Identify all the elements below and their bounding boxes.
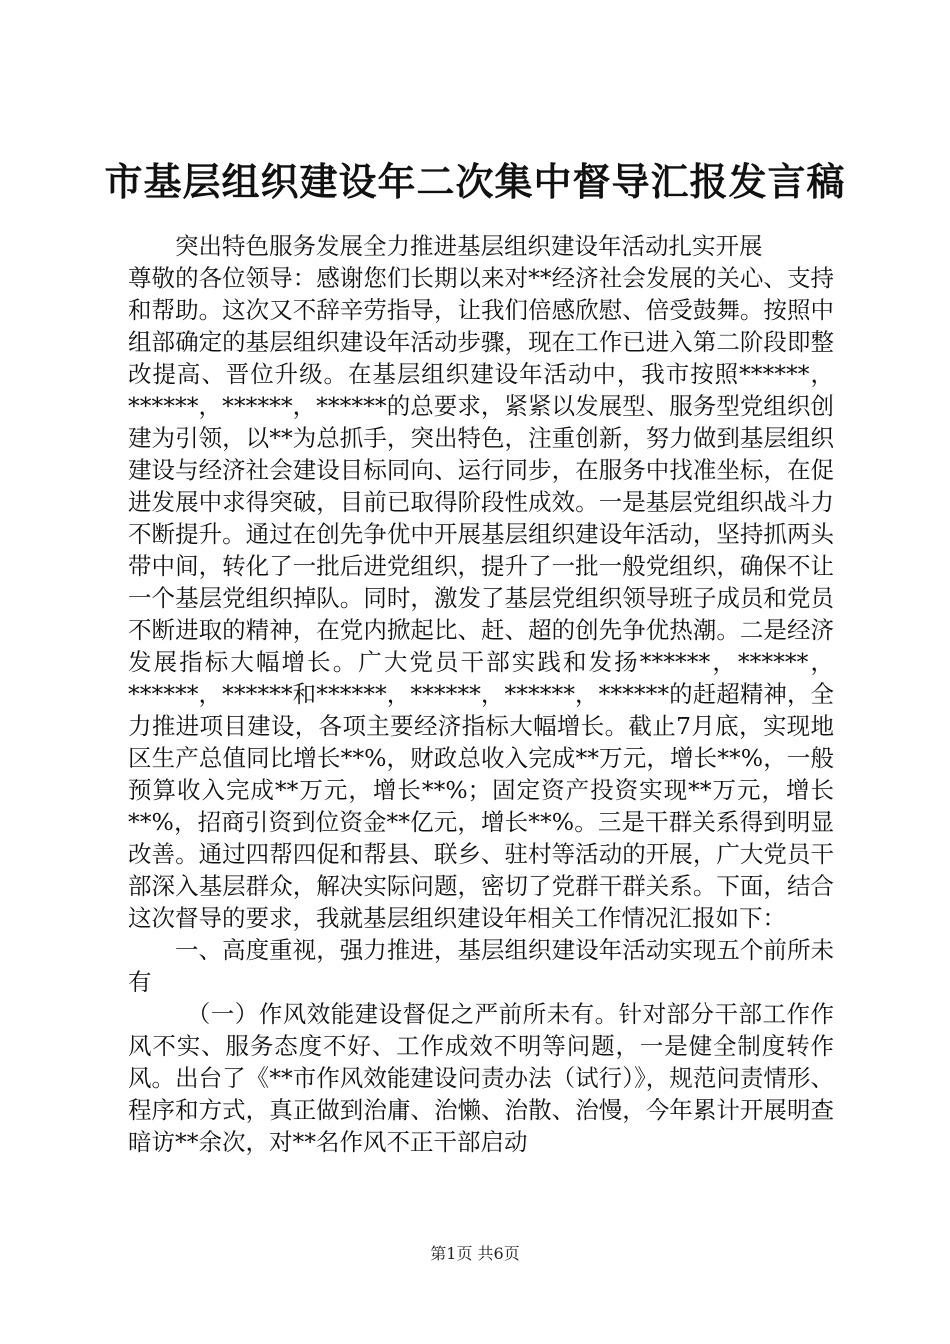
section-heading: 一、高度重视，强力推进，基层组织建设年活动实现五个前所未有 [128, 936, 834, 996]
document-body [128, 230, 834, 1158]
subsection-paragraph: （一）作风效能建设督促之严前所未有。针对部分干部工作作风不实、服务态度不好、工作成效不明等问题，一是健全制度转作风。出台了《**市作风效能建设问责办法（试行）》，规范问责情形、程序和方式，真正做到治庸、治懒、治散、治慢，今年累计开展明查暗访**余次，对**名作风不正干部启动 [128, 1000, 834, 1156]
body-paragraph: 尊敬的各位领导：感谢您们长期以来对**经济社会发展的关心、支持和帮助。这次又不辞辛劳指导，让我们倍感欣慰、倍受鼓舞。按照中组部确定的基层组织建设年活动步骤，现在工作已进入第二阶段即整改提高、晋位升级。在基层组织建设年活动中，我市按照******，******，******，******的总要求，紧紧以发展型、服务型党组织创建为引领，以**为总抓手，突出特色，注重创新，努力做到基层组织建设与经济社会建设目标同向、运行同步，在服务中找准坐标，在促进发展中求得突破，目前已取得阶段性成效。一是基层党组织战斗力不断提升。通过在创先争优中开展基层组织建设年活动，坚持抓两头带中间，转化了一批后进党组织，提升了一批一般党组织，确保不让一个基层党组织掉队。同时，激发了基层党组织领导班子成员和党员不断进取的精神，在党内掀起比、赶、超的创先争优热潮。二是经济发展指标大幅增长。广大党员干部实践和发扬******，******，******，******和******，******，******，******的赶超精神，全力推进项目建设，各项主要经济指标大幅增长。截止7月底，实现地区生产总值同比增长**%，财政总收入完成**万元，增长**%，一般预算收入完成**万元，增长**%；固定资产投资实现**万元，增长**%，招商引资到位资金**亿元，增长**%。三是干群关系得到明显改善。通过四帮四促和帮县、联乡、驻村等活动的开展，广大党员干部深入基层群众，解决实际问题，密切了党群干群关系。下面，结合这次督导的要求，我就基层组织建设年相关工作情况汇报如下： [128, 264, 834, 932]
document-title: 市基层组织建设年二次集中督导汇报发言稿 [104, 159, 846, 204]
subtitle-paragraph: 突出特色服务发展全力推进基层组织建设年活动扎实开展 [175, 232, 763, 260]
page-number: 第1页 共6页 [430, 1244, 520, 1263]
